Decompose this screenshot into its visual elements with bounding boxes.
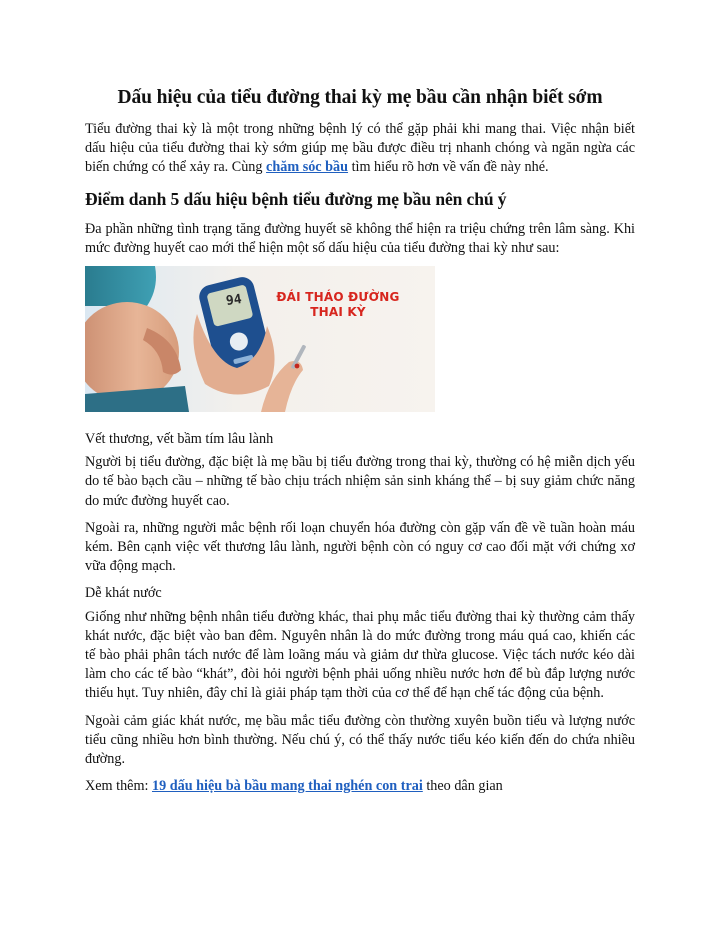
sign-1-paragraph-1: Người bị tiểu đường, đặc biệt là mẹ bầu bị tiểu đường trong thai kỳ, thường có hệ miễn dịch yếu do tế bào bạch cầu – những tế bào chịu trách nhiệm sản sinh kháng thể – bị suy giảm chức năng do mức đường huyết cao. bbox=[85, 454, 635, 509]
cham-soc-bau-link[interactable]: chăm sóc bầu bbox=[266, 159, 349, 176]
meter-reading: 94 bbox=[225, 291, 243, 310]
section-heading: Điểm danh 5 dấu hiệu bệnh tiểu đường mẹ bầu nên chú ý bbox=[85, 188, 507, 209]
blood-drop bbox=[295, 364, 300, 369]
see-also-link[interactable]: 19 dấu hiệu bà bầu mang thai nghén con trai bbox=[151, 778, 423, 795]
sign-2-paragraph-2: Ngoài cảm giác khát nước, mẹ bầu mắc tiểu đường còn thường xuyên buồn tiểu và lượng nước tiểu cũng nhiều hơn bình thường. Nếu chú ý, có thể thấy nước tiểu kéo kiến đến do chứa nhiều đường. bbox=[85, 712, 635, 768]
gestational-diabetes-image bbox=[85, 266, 435, 412]
sign-1-paragraph-2: Ngoài ra, những người mắc bệnh rối loạn chuyển hóa đường còn gặp vấn đề về tuần hoàn máu kém. Bên cạnh việc vết thương lâu lành, người bệnh còn có nguy cơ cao đối mặt với chứng xơ vữa động mạch. bbox=[85, 519, 635, 575]
intro-text-before: Tiểu đường thai kỳ là một trong những bệnh lý có thể gặp phải khi mang thai. Việc nhận biết dấu hiệu của tiểu đường thai kỳ sớm giúp mẹ bầu được điều trị nhanh chóng và ngăn ngừa các biến chứng có thể xảy ra. Cùng bbox=[85, 121, 635, 176]
figure-title-line-2: THAI KỲ bbox=[310, 305, 366, 320]
figure-caption-title bbox=[263, 290, 413, 320]
see-also-paragraph bbox=[85, 777, 635, 796]
section-intro-paragraph: Đa phần những tình trạng tăng đường huyết sẽ không thể hiện ra triệu chứng trên lâm sàng. Khi mức đường huyết cao mới thể hiện một số dấu hiệu của tiểu đường thai kỳ như sau: bbox=[85, 220, 635, 256]
figure-title-line-1: ĐÁI THÁO ĐƯỜNG bbox=[276, 290, 400, 305]
article-content bbox=[85, 86, 635, 804]
intro-text-after: tìm hiểu rõ hơn về vấn đề này nhé. bbox=[348, 159, 549, 176]
sign-2-paragraph-1: Giống như những bệnh nhân tiểu đường khác, thai phụ mắc tiểu đường thai kỳ thường cảm thấy khát nước, đặc biệt vào ban đêm. Nguyên nhân là do mức đường trong máu quá cao, khiến các tế bào phải phân tách nước để làm loãng máu và giảm dư thừa glucose. Việc tách nước kéo dài làm cho các tế bào “khát”, đòi hỏi người bệnh phải uống nhiều nước hơn để bù đắp lượng nước thiếu hụt. Tuy nhiên, đây chỉ là giải pháp tạm thời của cơ thể để hạn chế tác động của bệnh. bbox=[85, 608, 635, 702]
sign-1-title: Vết thương, vết bầm tím lâu lành bbox=[85, 431, 274, 448]
intro-paragraph bbox=[85, 120, 635, 178]
see-also-suffix: theo dân gian bbox=[422, 778, 503, 795]
sign-2-title: Dễ khát nước bbox=[85, 585, 162, 602]
see-also-prefix: Xem thêm: bbox=[85, 778, 152, 795]
article-title: Dấu hiệu của tiểu đường thai kỳ mẹ bầu cần nhận biết sớm bbox=[117, 87, 603, 108]
figure-illustration bbox=[85, 266, 435, 412]
woman-top bbox=[85, 266, 156, 306]
